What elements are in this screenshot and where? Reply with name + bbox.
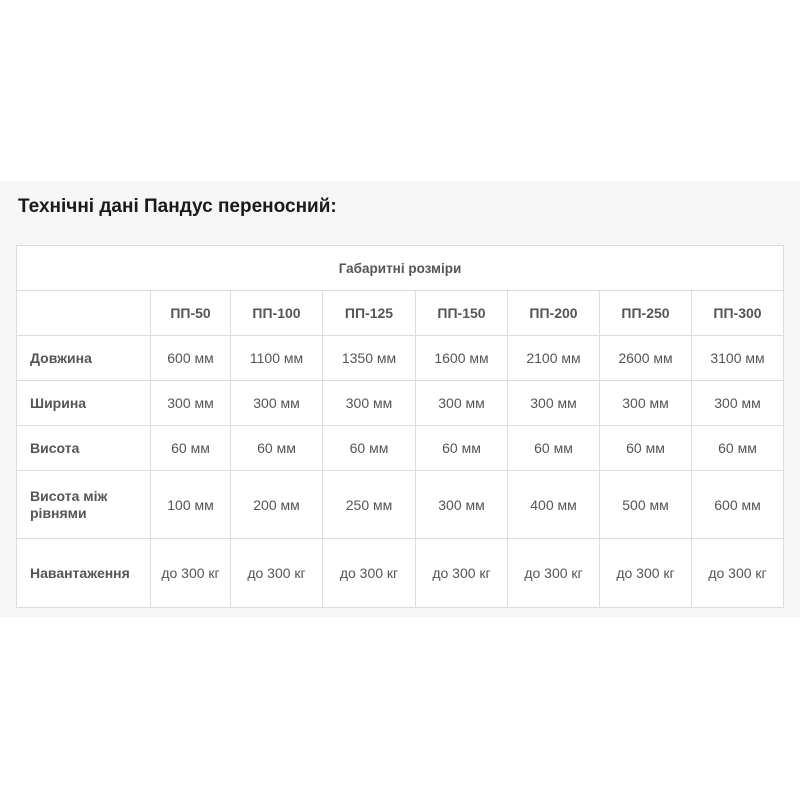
table-group-header: Габаритні розміри xyxy=(17,246,784,291)
model-header: ПП-150 xyxy=(416,291,508,336)
row-label: Висота xyxy=(17,426,151,471)
model-header: ПП-300 xyxy=(692,291,784,336)
table-cell: 300 мм xyxy=(416,471,508,539)
row-label: Навантаження xyxy=(17,539,151,608)
model-header: ПП-200 xyxy=(508,291,600,336)
table-cell: 300 мм xyxy=(600,381,692,426)
table-cell: 60 мм xyxy=(323,426,416,471)
specs-table xyxy=(16,245,784,608)
table-row xyxy=(17,539,784,608)
table-cell: 300 мм xyxy=(508,381,600,426)
table-cell: 2600 мм xyxy=(600,336,692,381)
model-header: ПП-50 xyxy=(151,291,231,336)
table-cell: 1350 мм xyxy=(323,336,416,381)
table-row xyxy=(17,381,784,426)
table-cell: 3100 мм xyxy=(692,336,784,381)
table-cell: 60 мм xyxy=(416,426,508,471)
table-cell xyxy=(323,539,416,608)
page-title: Технічні дані Пандус переносний: xyxy=(18,196,337,217)
table-cell: 60 мм xyxy=(231,426,323,471)
table-cell: 1100 мм xyxy=(231,336,323,381)
table-cell xyxy=(416,539,508,608)
cell-text: до 300 кг xyxy=(524,564,583,581)
table-cell: 600 мм xyxy=(151,336,231,381)
cell-text: до 300 кг xyxy=(708,564,767,581)
table-cell: 300 мм xyxy=(151,381,231,426)
table-cell: 1600 мм xyxy=(416,336,508,381)
table-cell: 60 мм xyxy=(692,426,784,471)
cell-text: до 300 кг xyxy=(616,564,675,581)
model-header: ПП-125 xyxy=(323,291,416,336)
empty-corner-cell xyxy=(17,291,151,336)
model-header-row xyxy=(17,291,784,336)
table-cell: 250 мм xyxy=(323,471,416,539)
table-cell: 300 мм xyxy=(416,381,508,426)
row-label: Довжина xyxy=(17,336,151,381)
table-row xyxy=(17,471,784,539)
table-row xyxy=(17,336,784,381)
model-header: ПП-100 xyxy=(231,291,323,336)
table-cell: 2100 мм xyxy=(508,336,600,381)
row-label: Висота між рівнями xyxy=(17,471,151,539)
model-header: ПП-250 xyxy=(600,291,692,336)
table-cell: 300 мм xyxy=(692,381,784,426)
table-cell: 300 мм xyxy=(231,381,323,426)
table-cell xyxy=(692,539,784,608)
table-cell: 300 мм xyxy=(323,381,416,426)
table-cell: 400 мм xyxy=(508,471,600,539)
table-cell xyxy=(151,539,231,608)
table-cell: 60 мм xyxy=(508,426,600,471)
table-cell: 200 мм xyxy=(231,471,323,539)
cell-text: до 300 кг xyxy=(432,564,491,581)
cell-text: до 300 кг xyxy=(161,564,220,581)
table-cell: 60 мм xyxy=(600,426,692,471)
table-cell xyxy=(508,539,600,608)
row-label: Ширина xyxy=(17,381,151,426)
cell-text: до 300 кг xyxy=(339,564,399,581)
table-cell: 100 мм xyxy=(151,471,231,539)
table-cell xyxy=(231,539,323,608)
table-row xyxy=(17,426,784,471)
table-cell xyxy=(600,539,692,608)
cell-text: до 300 кг xyxy=(247,564,306,581)
table-cell: 60 мм xyxy=(151,426,231,471)
table-cell: 500 мм xyxy=(600,471,692,539)
table-cell: 600 мм xyxy=(692,471,784,539)
